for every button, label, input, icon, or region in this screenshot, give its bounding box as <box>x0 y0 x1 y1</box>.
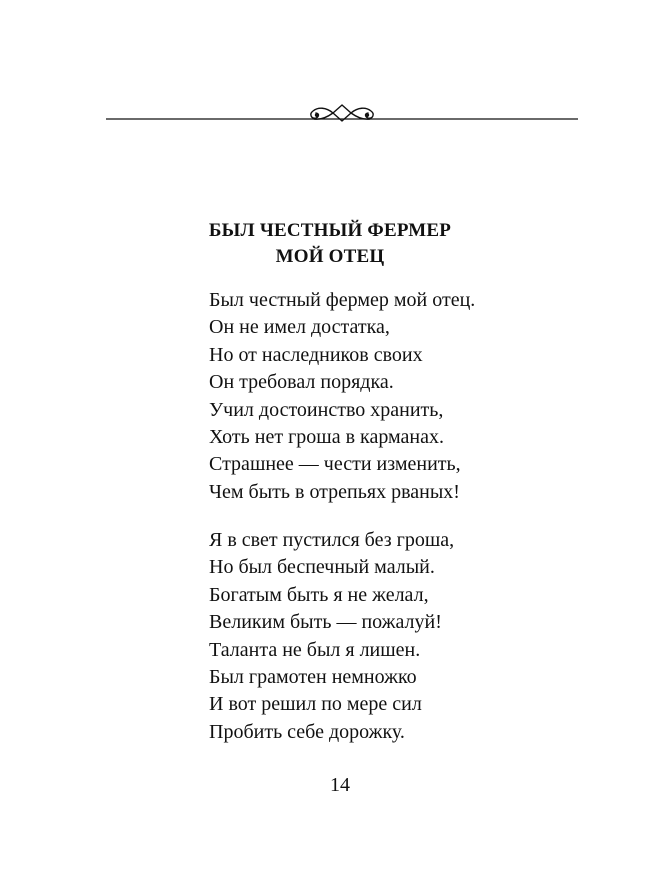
stanza-1 <box>209 287 609 506</box>
verse-line: Он требовал порядка. <box>209 371 394 394</box>
verse-line: Богатым быть я не желал, <box>209 583 429 606</box>
verse-line: Великим быть — пожалуй! <box>209 611 442 634</box>
poem-title-line-1: БЫЛ ЧЕСТНЫЙ ФЕРМЕР <box>208 220 452 241</box>
verse-line: Чем быть в отрепьях рваных! <box>209 480 460 503</box>
verse-line: Но был беспечный малый. <box>209 556 435 579</box>
verse-line: Я в свет пустился без гроша, <box>209 529 455 551</box>
verse-line: Но от наследников своих <box>209 343 423 366</box>
verse-line: Таланта не был я лишен. <box>209 638 421 661</box>
poem-title <box>160 218 500 270</box>
poem-title-line-2: МОЙ ОТЕЦ <box>275 246 385 267</box>
verse-line: Пробить себе дорожку. <box>209 720 405 743</box>
stanza-2 <box>209 527 609 746</box>
verse-line: Хоть нет гроша в карманах. <box>209 426 444 449</box>
verse-line: Был честный фермер мой отец. <box>209 289 476 311</box>
header-ornament-rule <box>106 100 578 128</box>
verse-line: Учил достоинство хранить, <box>209 398 444 421</box>
verse-line: Был грамотен немножко <box>209 666 417 689</box>
page-number: 14 <box>330 774 350 796</box>
verse-line: И вот решил по мере сил <box>209 693 422 716</box>
flourish-ornament-icon <box>106 100 578 128</box>
verse-line: Он не имел достатка, <box>209 316 390 339</box>
verse-line: Страшнее — чести изменить, <box>209 453 461 476</box>
